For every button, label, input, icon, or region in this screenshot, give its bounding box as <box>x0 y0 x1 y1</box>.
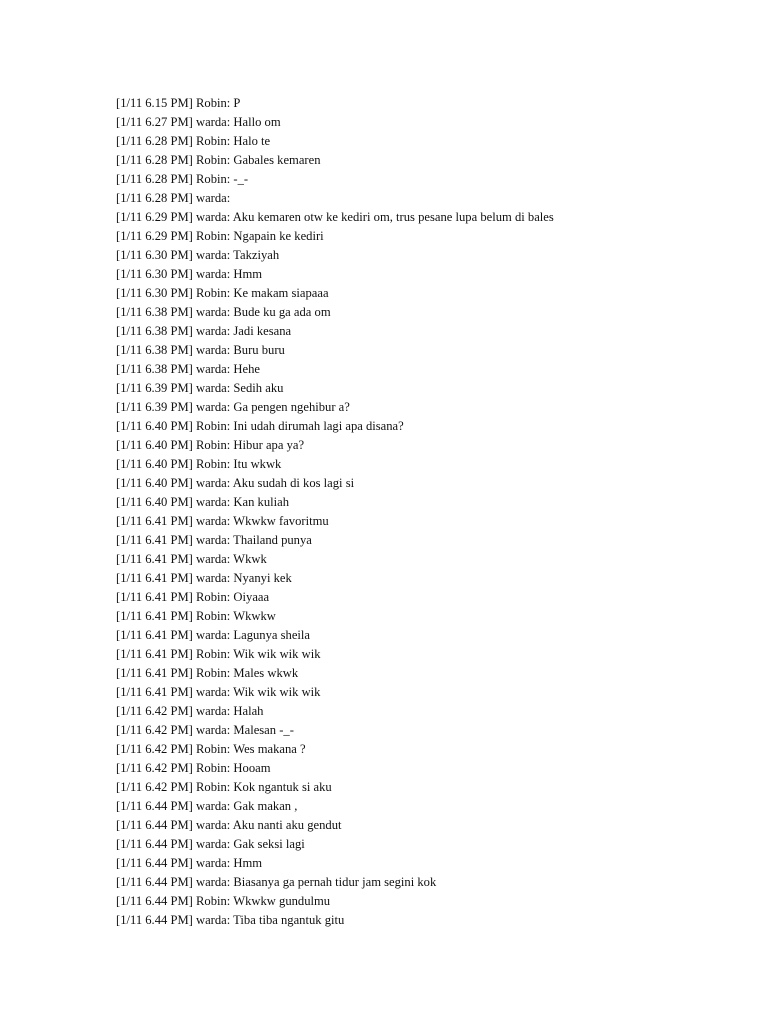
chat-line: [1/11 6.29 PM] Robin: Ngapain ke kediri <box>116 229 324 243</box>
chat-line: [1/11 6.39 PM] warda: Sedih aku <box>116 381 284 395</box>
chat-line: [1/11 6.38 PM] warda: Bude ku ga ada om <box>116 305 331 319</box>
chat-line: [1/11 6.44 PM] warda: Aku nanti aku gendut <box>116 818 342 832</box>
chat-line: [1/11 6.40 PM] warda: Kan kuliah <box>116 495 290 509</box>
chat-line: [1/11 6.41 PM] Robin: Males wkwk <box>116 666 299 680</box>
chat-line: [1/11 6.39 PM] warda: Ga pengen ngehibur a? <box>116 400 350 414</box>
chat-line: [1/11 6.44 PM] warda: Hmm <box>116 856 263 870</box>
chat-line: [1/11 6.41 PM] warda: Wkwk <box>116 552 267 566</box>
chat-line: [1/11 6.42 PM] warda: Halah <box>116 704 264 718</box>
chat-line: [1/11 6.40 PM] Robin: Ini udah dirumah lagi apa disana? <box>116 419 404 433</box>
chat-line: [1/11 6.44 PM] Robin: Wkwkw gundulmu <box>116 894 331 908</box>
chat-line: [1/11 6.40 PM] warda: Aku sudah di kos lagi si <box>116 476 355 490</box>
chat-line: [1/11 6.29 PM] warda: Aku kemaren otw ke kediri om, trus pesane lupa belum di bales <box>116 210 554 224</box>
chat-line: [1/11 6.30 PM] warda: Takziyah <box>116 248 280 262</box>
chat-line: [1/11 6.30 PM] Robin: Ke makam siapaaa <box>116 286 329 300</box>
chat-line: [1/11 6.44 PM] warda: Biasanya ga pernah tidur jam segini kok <box>116 875 437 889</box>
chat-line: [1/11 6.28 PM] warda: <box>116 191 231 205</box>
chat-line: [1/11 6.15 PM] Robin: P <box>116 96 241 110</box>
chat-line: [1/11 6.28 PM] Robin: Halo te <box>116 134 271 148</box>
chat-line: [1/11 6.41 PM] Robin: Wik wik wik wik <box>116 647 321 661</box>
chat-line: [1/11 6.38 PM] warda: Buru buru <box>116 343 285 357</box>
chat-line: [1/11 6.42 PM] Robin: Kok ngantuk si aku <box>116 780 332 794</box>
chat-line: [1/11 6.30 PM] warda: Hmm <box>116 267 263 281</box>
chat-line: [1/11 6.41 PM] warda: Nyanyi kek <box>116 571 292 585</box>
chat-line: [1/11 6.41 PM] warda: Lagunya sheila <box>116 628 310 642</box>
chat-line: [1/11 6.38 PM] warda: Jadi kesana <box>116 324 292 338</box>
chat-line: [1/11 6.41 PM] Robin: Wkwkw <box>116 609 276 623</box>
chat-line: [1/11 6.41 PM] Robin: Oiyaaa <box>116 590 270 604</box>
chat-line: [1/11 6.40 PM] Robin: Itu wkwk <box>116 457 282 471</box>
chat-line: [1/11 6.41 PM] warda: Wkwkw favoritmu <box>116 514 329 528</box>
chat-line: [1/11 6.41 PM] warda: Wik wik wik wik <box>116 685 321 699</box>
chat-line: [1/11 6.27 PM] warda: Hallo om <box>116 115 281 129</box>
chat-line: [1/11 6.38 PM] warda: Hehe <box>116 362 260 376</box>
chat-line: [1/11 6.44 PM] warda: Gak makan , <box>116 799 298 813</box>
chat-line: [1/11 6.42 PM] warda: Malesan -_- <box>116 723 294 737</box>
chat-line: [1/11 6.28 PM] Robin: -_- <box>116 172 249 186</box>
chat-line: [1/11 6.44 PM] warda: Gak seksi lagi <box>116 837 305 851</box>
chat-line: [1/11 6.42 PM] Robin: Wes makana ? <box>116 742 306 756</box>
chat-line: [1/11 6.42 PM] Robin: Hooam <box>116 761 271 775</box>
chat-line: [1/11 6.40 PM] Robin: Hibur apa ya? <box>116 438 305 452</box>
chat-line: [1/11 6.41 PM] warda: Thailand punya <box>116 533 312 547</box>
chat-line: [1/11 6.44 PM] warda: Tiba tiba ngantuk gitu <box>116 913 345 927</box>
chat-line: [1/11 6.28 PM] Robin: Gabales kemaren <box>116 153 321 167</box>
chat-transcript <box>116 94 756 930</box>
